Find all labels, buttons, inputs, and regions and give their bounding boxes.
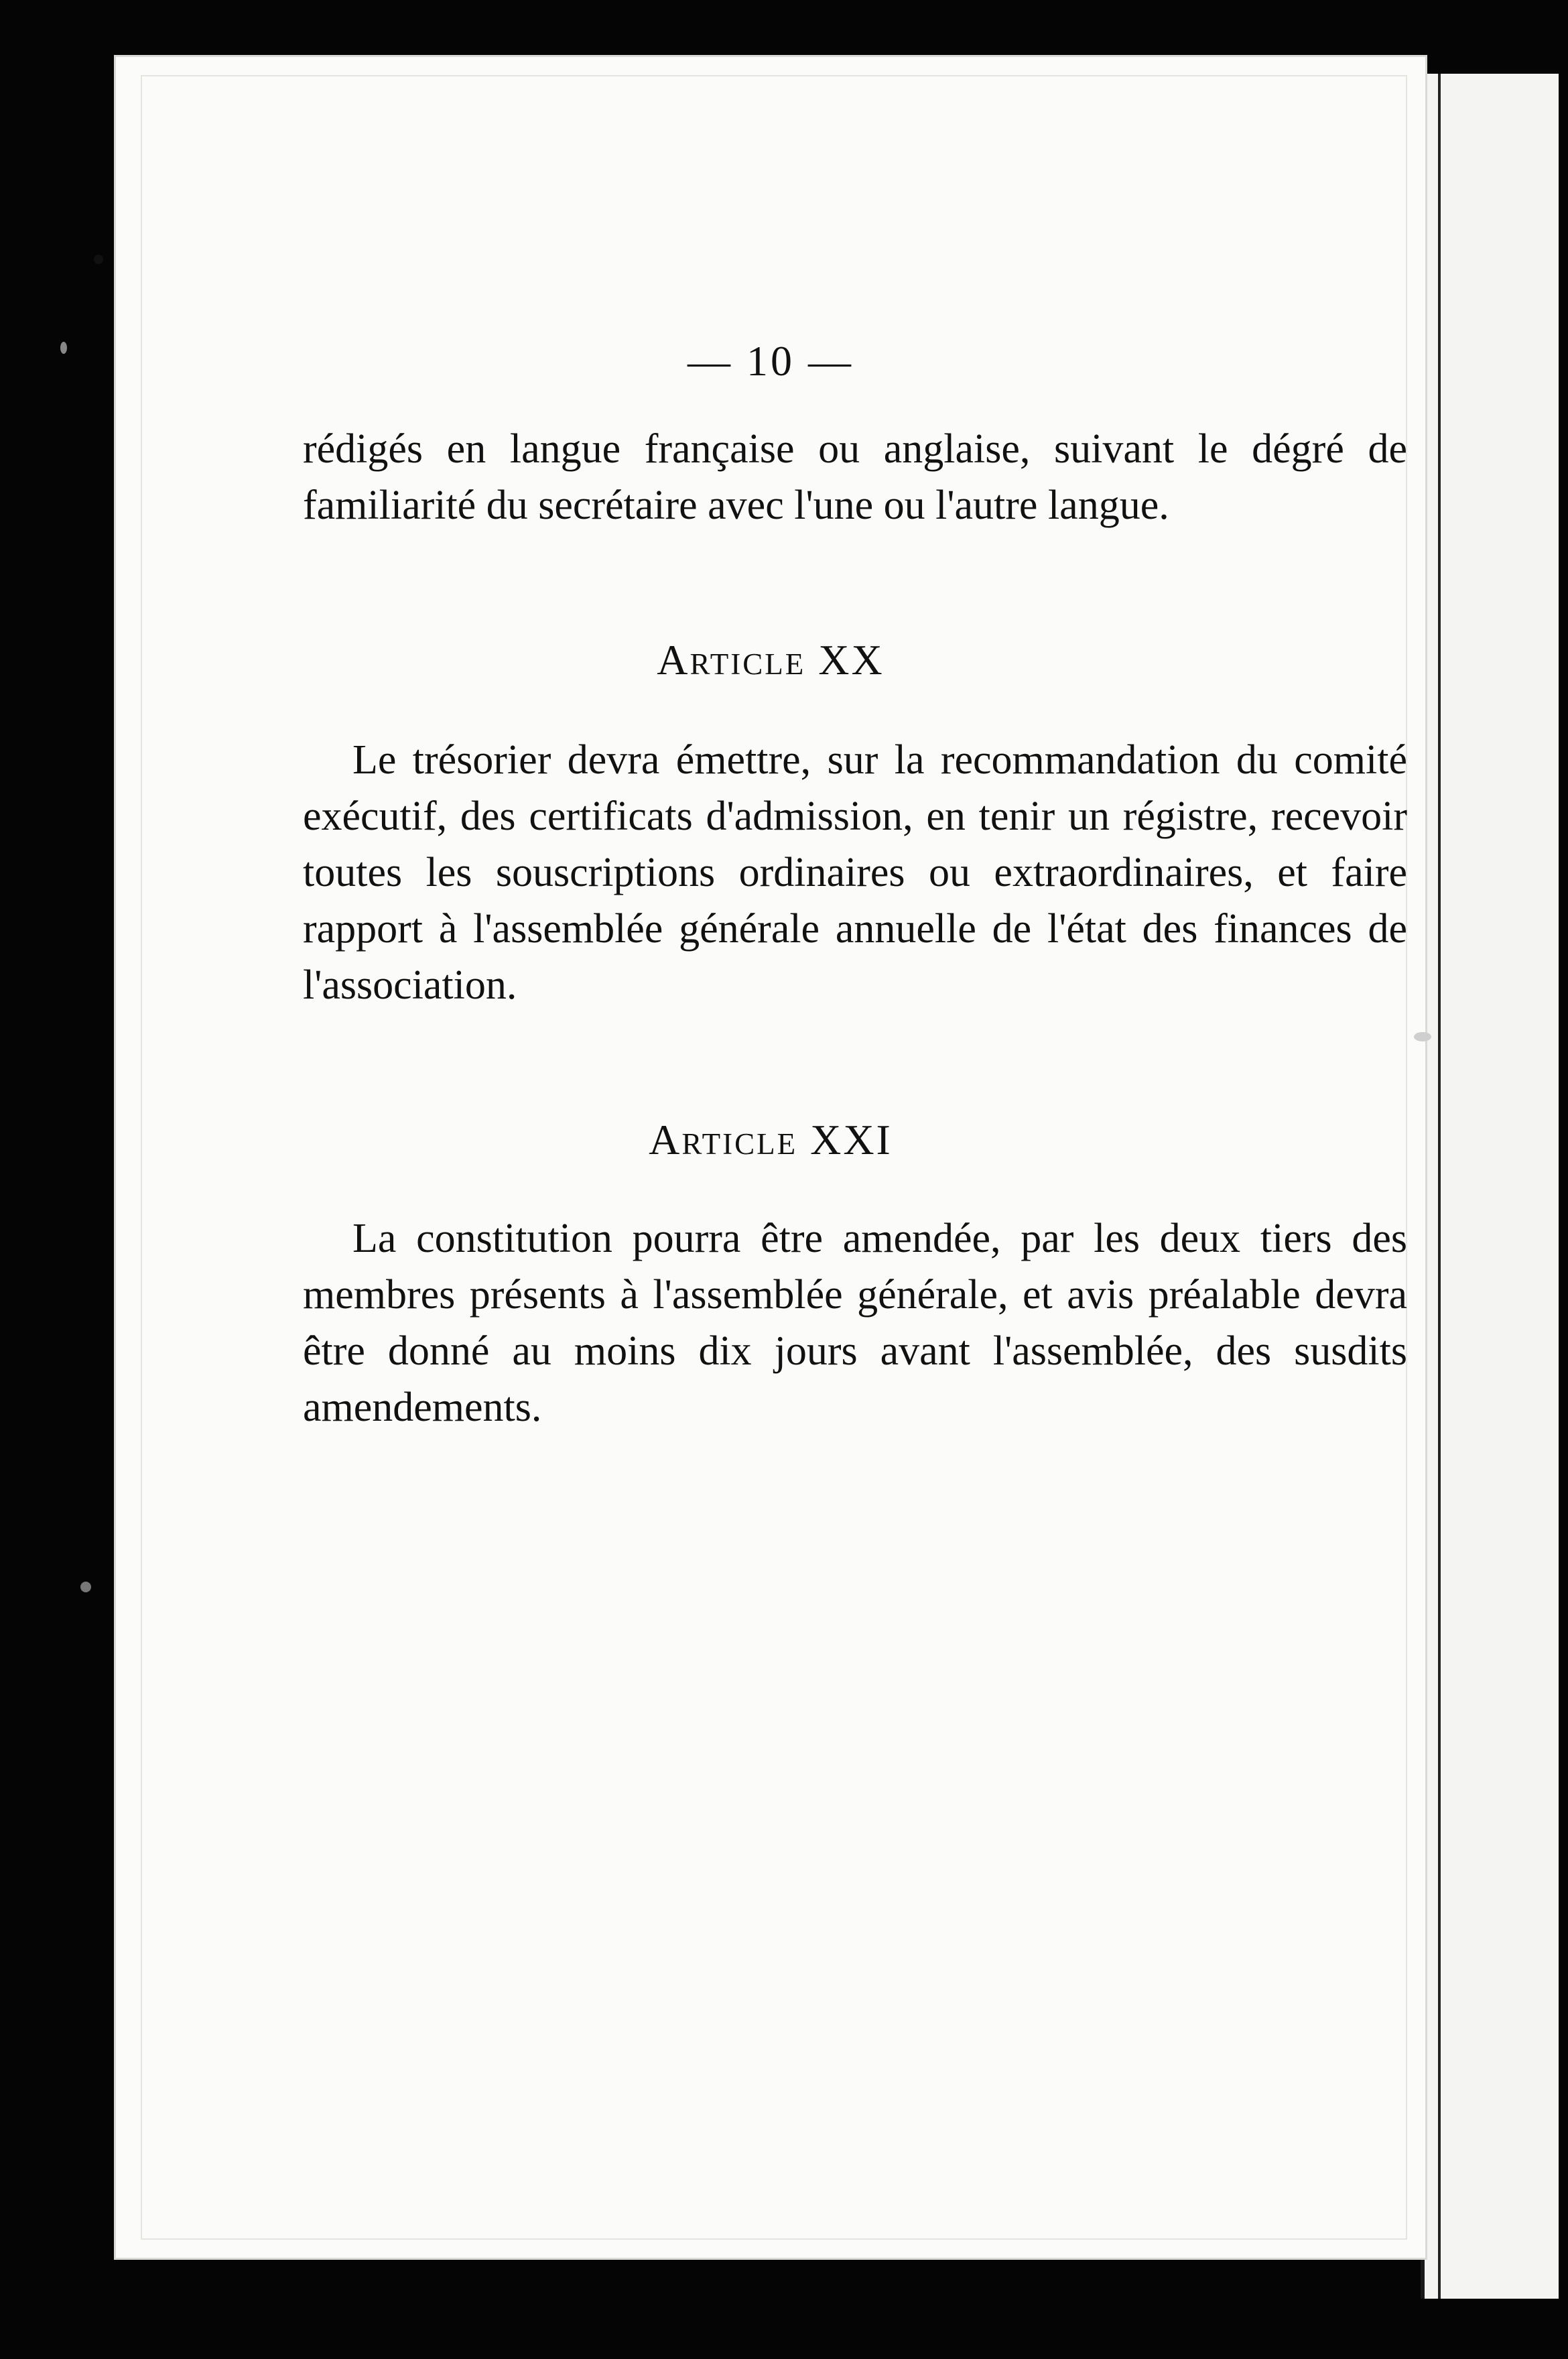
article-xx-text: Le trésorier devra émettre, sur la recommandation du comité exécutif, des certificats d'admission, en tenir un régistre, recevoir toutes les souscriptions ordinaires ou extraordinaires, et faire rapport à l'assemblée générale annuelle de l'état des finances de l'association. [303, 737, 1407, 1008]
scan-speck [94, 255, 103, 264]
article-xxi-text: La constitution pourra être amendée, par les deux tiers des membres présents à l'assemblée générale, et avis préalable devra être donné au moins dix jours avant l'assemblée, des susdits amendements. [303, 1216, 1407, 1430]
article-xx-heading: Article XX [657, 636, 885, 684]
article-xxi-paragraph [303, 1210, 1407, 1436]
article-xx-paragraph [303, 732, 1407, 1013]
article-xxi-heading: Article XXI [649, 1116, 893, 1163]
page-number: — 10 — [688, 337, 854, 385]
scan-speck [60, 342, 67, 354]
scan-speck [80, 1582, 91, 1592]
continuation-paragraph [303, 421, 1407, 533]
document-page [114, 55, 1427, 2260]
page-edge-line [1438, 74, 1441, 2299]
adjacent-page-edge [1421, 74, 1559, 2299]
scan-speck [1414, 1032, 1431, 1041]
continuation-text: rédigés en langue française ou anglaise, suivant le dégré de familiarité du secrétaire avec l'une ou l'autre langue. [303, 426, 1407, 528]
